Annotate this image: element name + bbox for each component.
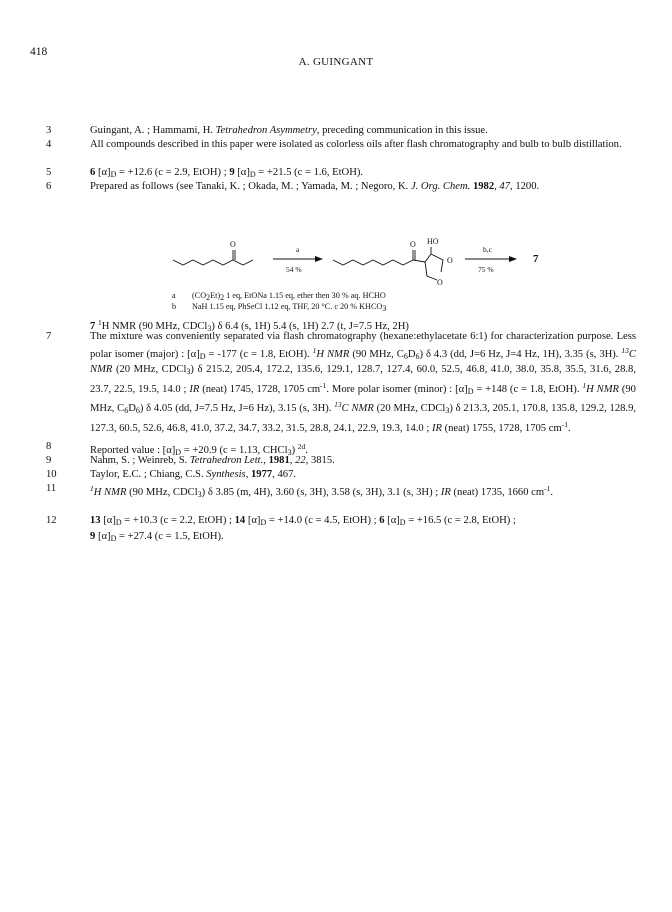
text-run: [α] (95, 167, 111, 178)
text-run: C NMR (341, 403, 374, 415)
text-run: D (175, 448, 182, 457)
footnote-number: 6 (46, 181, 52, 192)
text-run: . (550, 487, 554, 498)
text-run: (CO (192, 291, 207, 300)
text-run: ) δ 4.05 (dd, J=7.5 Hz, J=6 Hz), 3.15 (s, 3H). (139, 403, 335, 415)
text-run: , (245, 469, 251, 480)
text-run: = +27.4 (c = 1.5, EtOH). (116, 530, 224, 542)
text-run: 6 (124, 406, 129, 416)
text-run: 1 (312, 345, 317, 355)
footnote-6 (46, 180, 636, 194)
text-run: 6 (415, 351, 420, 361)
footnote-12 (46, 514, 636, 545)
text-run: Guingant, A. ; Hammami, H. (90, 125, 216, 136)
text-run: ) δ 4.3 (dd, J=6 Hz, J=4 Hz, 1H), 3.35 (s, 3H). (419, 348, 622, 360)
text-run: H NMR (586, 383, 619, 395)
text-run: D (110, 170, 117, 179)
text-run: ) δ 215.2, 205.4, 172.2, 135.6, 129.1, 128.7, 127.4, 60.0, 52.5, 46.8, 41.0, 38.0, 35.8, 35.5, 31.6, 28.8, 23.7, 22.5, 19.5, 14.0 ; (90, 364, 636, 395)
arrow1-yield: 54 % (286, 265, 302, 274)
text-run: D (199, 351, 206, 361)
footnote-text (90, 180, 636, 194)
footnote-number: 8 (46, 441, 52, 452)
text-run: (20 MHz, CDCl (112, 364, 187, 376)
text-run: H NMR (93, 487, 127, 498)
text-run: The mixture was conveniently separated via flash chromatography (hexane:ethylacetate 6:1) for characterization purpose. Less polar isomer (major) : [α] (90, 331, 636, 360)
text-run: . (567, 422, 571, 434)
text-run: ) δ 3.85 (m, 4H), 3.60 (s, 3H), 3.58 (s, 3H), 3.1 (s, 3H) ; (201, 487, 441, 498)
text-run: 1982 (472, 181, 495, 192)
arrow-head-2 (509, 256, 517, 262)
text-run: = +10.3 (c = 2.2, EtOH) ; (121, 515, 235, 526)
text-run: 1 (90, 484, 94, 493)
footnote-number: 10 (46, 469, 57, 480)
text-run: 1977 (250, 469, 273, 480)
text-run: IR (440, 487, 451, 498)
text-run: = +14.0 (c = 4.5, EtOH) ; (266, 515, 380, 526)
product-oxygen: O (410, 240, 416, 249)
text-run: 6 (90, 167, 96, 178)
text-run: [α] (245, 515, 261, 526)
text-run: 6 (135, 406, 140, 416)
text-run: , (263, 455, 269, 466)
text-run: -1 (544, 484, 551, 493)
text-run: 2d (297, 442, 306, 451)
text-run: C NMR (90, 348, 636, 376)
text-run: , 467. (272, 469, 297, 480)
text-run: 9 (229, 167, 235, 178)
text-run: ) δ 6.4 (s, 1H) 5.4 (s, 1H) 2.7 (t, J=7.5 Hz, 2H) (211, 321, 409, 332)
footnote-4 (46, 138, 636, 152)
text-run: 2 (206, 293, 211, 302)
ring-bond (431, 254, 443, 272)
text-run: 2 (220, 293, 225, 302)
text-run: IR (431, 422, 442, 434)
text-run: [α] (95, 530, 111, 542)
text-run: Nahm, S. ; Weinreb, S. (90, 455, 190, 466)
text-run: D (407, 348, 416, 360)
text-run: (20 MHz, CDCl (373, 403, 446, 415)
text-run: 3 (382, 304, 387, 313)
text-run: ) δ 213.3, 205.1, 170.8, 135.8, 129.2, 128.9, 127.3, 60.5, 52.6, 46.8, 41.0, 37.2, 34.7, 33.2, 31.5, 28.8, 24.1, 22.9, 19.3, 14.0 ; (90, 403, 637, 434)
text-run: 47 (499, 181, 511, 192)
starting-material-chain (173, 260, 253, 265)
ring-oxygen-2: O (437, 278, 443, 287)
reagent-text (192, 302, 386, 311)
text-run: -1 (320, 380, 327, 390)
text-run: Reported value : [α] (90, 445, 176, 456)
text-run: 1 (97, 318, 102, 327)
text-run: 6 (403, 351, 408, 361)
text-run: 3 (445, 406, 450, 416)
text-run: 3 (197, 490, 202, 499)
footnote-number: 5 (46, 167, 52, 178)
footnote-text (90, 514, 636, 545)
arrow2-label: b,c (483, 245, 492, 254)
text-run: = +16.5 (c = 2.8, EtOH) ; (405, 515, 516, 526)
text-run: D (260, 518, 267, 527)
text-run: Synthesis (206, 469, 246, 480)
text-run: -1 (561, 419, 568, 429)
footnote-text (90, 468, 636, 482)
text-run: Taylor, E.C. ; Chiang, C.S. (90, 469, 207, 480)
footnote-3 (46, 124, 636, 138)
text-run: (90 MHz, CDCl (126, 487, 198, 498)
text-run: 3 (287, 448, 292, 457)
text-run: (neat) 1735, 1660 cm (450, 487, 545, 498)
text-run: [α] (100, 515, 116, 526)
text-run: (90 MHz, C (349, 348, 404, 360)
text-run: 3 (186, 367, 191, 377)
text-run: = -177 (c = 1.8, EtOH). (205, 348, 313, 360)
text-run: = +20.9 (c = 1.13, CHCl (181, 445, 288, 456)
text-run: (neat) 1745, 1728, 1705 cm (199, 383, 321, 395)
ring-bond (425, 262, 437, 280)
text-run: D (249, 170, 256, 179)
text-run: D (128, 403, 136, 415)
footnote-11 (46, 482, 636, 502)
text-run: = +12.6 (c = 2.9, EtOH) ; (116, 167, 230, 178)
reagent-text (192, 291, 386, 300)
text-run: , (494, 181, 500, 192)
text-run: 13 (90, 515, 101, 526)
text-run: , 1200. (510, 181, 540, 192)
text-run: 6 (379, 515, 385, 526)
text-run: = +148 (c = 1.8, EtOH). (473, 383, 583, 395)
footnote-text (90, 138, 636, 152)
text-run: 13 (334, 400, 342, 410)
text-run: 1981 (268, 455, 290, 466)
text-run: 9 (90, 530, 96, 542)
reagent-b (172, 302, 386, 314)
ring-oxygen: O (447, 256, 453, 265)
text-run: ) (291, 445, 298, 456)
footnote-number: 7 (46, 331, 52, 342)
text-run: D (467, 386, 474, 396)
reagent-label: b (172, 302, 177, 311)
running-head: A. GUINGANT (298, 56, 374, 68)
text-run: (90 MHz, C (90, 383, 636, 415)
footnote-text (90, 124, 636, 138)
footnote-text (90, 482, 636, 502)
text-run: . (305, 445, 308, 456)
text-run: J. Org. Chem. (410, 181, 471, 192)
text-run: 13 (621, 345, 629, 355)
text-run: D (115, 518, 122, 527)
text-run: [α] (384, 515, 400, 526)
text-run: , preceding communication in this issue. (316, 125, 488, 136)
text-run: [α] (234, 167, 250, 178)
text-run: , 3815. (305, 455, 335, 466)
reagent-label: a (172, 291, 176, 300)
arrow1-label: a (296, 245, 300, 254)
footnote-number: 9 (46, 455, 52, 466)
text-run: , (289, 455, 296, 466)
text-run: All compounds described in this paper were isolated as colorless oils after flash chromatography and bulb to bulb distillation. (90, 139, 622, 150)
text-run: NaH 1.15 eq, PhSeCl 1.12 eq, THF, 20 °C. c 20 % KHCO (192, 302, 383, 311)
text-run: 22 (295, 455, 306, 466)
text-run: Tetrahedron Asymmetry (215, 125, 317, 136)
text-run: H NMR (316, 348, 350, 360)
text-run: H NMR (90 MHz, CDCl (101, 321, 208, 332)
text-run: . More polar isomer (minor) : [α] (326, 383, 468, 395)
text-run: Prepared as follows (see Tanaki, K. ; Okada, M. ; Yamada, M. ; Negoro, K. (90, 181, 411, 192)
text-run: (neat) 1755, 1728, 1705 cm (441, 422, 562, 434)
text-run: Tetrahedron Lett. (189, 455, 264, 466)
footnote-7 (46, 330, 636, 436)
text-run: 1 (582, 380, 587, 390)
text-run: Et) (210, 291, 221, 300)
arrow2-yield: 75 % (478, 265, 494, 274)
footnote-text (90, 454, 636, 468)
footnote-number: 3 (46, 125, 52, 136)
text-run: 1 eq, EtONa 1.15 eq, ether then 30 % aq. HCHO (224, 291, 386, 300)
product-number: 7 (533, 253, 539, 265)
text-run: IR (189, 383, 200, 395)
hydroxy-label: HO (427, 237, 439, 246)
footnote-9 (46, 454, 636, 468)
text-run: D (399, 518, 406, 527)
page-number: 418 (30, 46, 48, 58)
product-chain (333, 260, 413, 265)
footnote-number: 12 (46, 515, 57, 526)
ring-bond (413, 254, 431, 262)
text-run: 14 (234, 515, 246, 526)
text-run: D (110, 533, 117, 543)
footnote-number: 4 (46, 139, 52, 150)
text-run: 3 (207, 324, 212, 333)
text-run: 7 (90, 321, 96, 332)
arrow-head-1 (315, 256, 323, 262)
footnote-text (90, 330, 636, 436)
footnote-10 (46, 468, 636, 482)
footnote-number: 11 (46, 483, 57, 494)
text-run: = +21.5 (c = 1.6, EtOH). (255, 167, 364, 178)
start-oxygen: O (230, 240, 236, 249)
